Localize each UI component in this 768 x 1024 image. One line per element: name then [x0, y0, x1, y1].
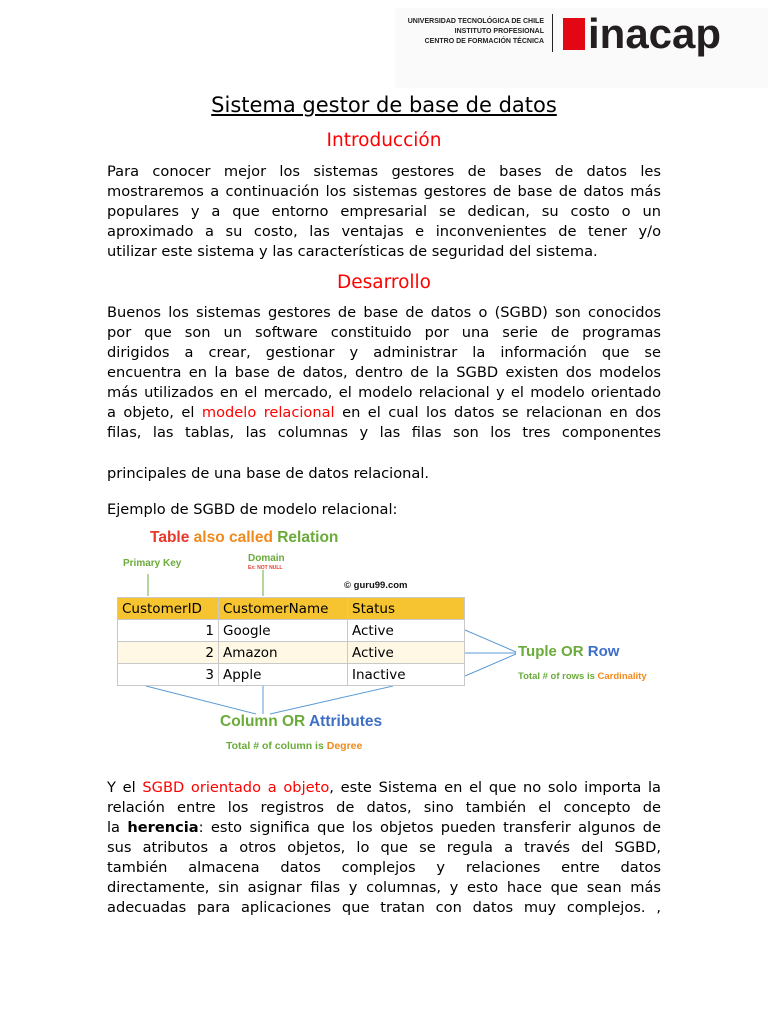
- intro-heading: Introducción: [326, 130, 442, 151]
- development-paragraph: [107, 303, 661, 443]
- text-line: aproximado a su costo, las ventajas e inconvenientes de tener y/o: [107, 223, 661, 240]
- text-line: populares y a que entorno empresarial se dedican, su costo o un: [107, 203, 661, 220]
- column-label: [220, 713, 382, 731]
- sgbd-orientado-highlight: SGBD orientado a objeto: [142, 779, 330, 796]
- column-label-part: Column OR: [220, 713, 306, 730]
- table-cell: Apple: [219, 664, 348, 686]
- cardinality-prefix: Total # of rows is: [518, 671, 595, 682]
- text-line: mostraremos a continuación los sistemas gestores de base de datos más: [107, 183, 661, 200]
- development-heading: Desarrollo: [337, 272, 431, 293]
- text-fragment: en el cual los datos se relacionan en dos: [342, 404, 662, 421]
- copyright-label: © guru99.com: [344, 580, 408, 591]
- column-pointer-3: [270, 686, 393, 714]
- table-cell: Active: [348, 642, 465, 664]
- text-line: Para conocer mejor los sistemas gestores de bases de datos les: [107, 163, 661, 180]
- text-line: relación entre los registros de datos, sino también el concepto de: [107, 799, 661, 816]
- domain-sublabel: Ex: NOT NULL: [248, 565, 283, 571]
- relational-model-figure: [108, 526, 668, 766]
- text-line: filas, las tablas, las columnas y las filas son los tres componentes: [107, 424, 661, 441]
- table-cell: 1: [118, 620, 219, 642]
- table-cell: Amazon: [219, 642, 348, 664]
- logo-divider: [552, 14, 553, 52]
- cardinality-term: Cardinality: [597, 671, 647, 682]
- figure-title-relation: Relation: [277, 529, 339, 546]
- column-header: CustomerName: [219, 598, 348, 620]
- table-cell: 2: [118, 642, 219, 664]
- cardinality-label: [518, 671, 647, 682]
- development-paragraph-end: [107, 464, 661, 484]
- table-row: [118, 642, 465, 664]
- figure-title-also-called: also called: [193, 529, 273, 546]
- text-fragment: Y el: [107, 779, 136, 796]
- relation-table: [117, 597, 465, 686]
- attributes-label-part: Attributes: [308, 713, 383, 730]
- text-line: Buenos los sistemas gestores de base de datos o (SGBD) son conocidos: [107, 304, 661, 321]
- table-row: [118, 620, 465, 642]
- institution-lines: [398, 17, 544, 47]
- text-line: encuentra en la base de datos, dentro de la SGBD existen dos modelos: [107, 364, 661, 381]
- text-fragment: la: [107, 819, 120, 836]
- figure-title: [150, 529, 338, 547]
- primary-key-label: Primary Key: [123, 558, 182, 569]
- herencia-bold: herencia: [127, 819, 199, 836]
- oop-paragraph: [107, 778, 661, 918]
- text-fragment: : esto significa que los objetos pueden transferir algunos de: [198, 819, 661, 836]
- degree-label: [226, 740, 362, 752]
- degree-term: Degree: [326, 740, 363, 752]
- column-header: Status: [348, 598, 465, 620]
- tuple-label: [518, 643, 619, 660]
- tuple-label-part: Tuple OR: [518, 643, 584, 660]
- institution-line: CENTRO DE FORMACIÓN TÉCNICA: [424, 38, 544, 45]
- degree-prefix: Total # of column is: [226, 740, 324, 752]
- text-line: principales de una base de datos relacional.: [107, 465, 430, 482]
- domain-label: Domain: [248, 553, 285, 564]
- table-row: [118, 664, 465, 686]
- table-header-row: [118, 598, 465, 620]
- row-pointer-3: [465, 654, 516, 676]
- table-cell: Active: [348, 620, 465, 642]
- institution-line: INSTITUTO PROFESIONAL: [454, 28, 544, 35]
- row-pointer-1: [465, 630, 516, 652]
- table-cell: Inactive: [348, 664, 465, 686]
- row-label-part: Row: [587, 643, 620, 660]
- text-line: más utilizados en el mercado, el modelo relacional y el modelo orientado: [107, 384, 661, 401]
- text-line: Ejemplo de SGBD de modelo relacional:: [107, 501, 398, 518]
- text-fragment: a objeto, el: [107, 404, 195, 421]
- column-pointer-1: [146, 686, 256, 714]
- modelo-relacional-highlight: modelo relacional: [201, 404, 335, 421]
- text-line: [107, 818, 661, 838]
- example-label: [107, 500, 661, 520]
- page-title: Sistema gestor de base de datos: [211, 93, 557, 117]
- text-line: [107, 403, 661, 423]
- text-line: dirigidos a crear, gestionar y administrar la información que se: [107, 344, 661, 361]
- inacap-logo-block: [563, 18, 585, 50]
- text-fragment: , este Sistema en el que no solo importa la: [329, 779, 661, 796]
- table-cell: 3: [118, 664, 219, 686]
- text-line: utilizar este sistema y las características de seguridad del sistema.: [107, 243, 598, 260]
- intro-paragraph: [107, 162, 661, 262]
- column-header: CustomerID: [118, 598, 219, 620]
- figure-title-table: Table: [150, 529, 190, 546]
- text-line: sus atributos a otros objetos, lo que se regula a través del SGBD,: [107, 839, 661, 856]
- text-line: también almacena datos complejos y relaciones entre datos: [107, 859, 661, 876]
- text-line: [107, 778, 661, 798]
- text-line: adecuadas para aplicaciones que tratan con datos muy complejos. ,: [107, 899, 661, 916]
- table-cell: Google: [219, 620, 348, 642]
- inacap-logo: inacap: [588, 10, 722, 57]
- text-line: directamente, sin asignar filas y columnas, y esto hace que sean más: [107, 879, 661, 896]
- text-line: por que son un software constituido por una serie de programas: [107, 324, 661, 341]
- institution-line: UNIVERSIDAD TECNOLÓGICA DE CHILE: [407, 18, 544, 25]
